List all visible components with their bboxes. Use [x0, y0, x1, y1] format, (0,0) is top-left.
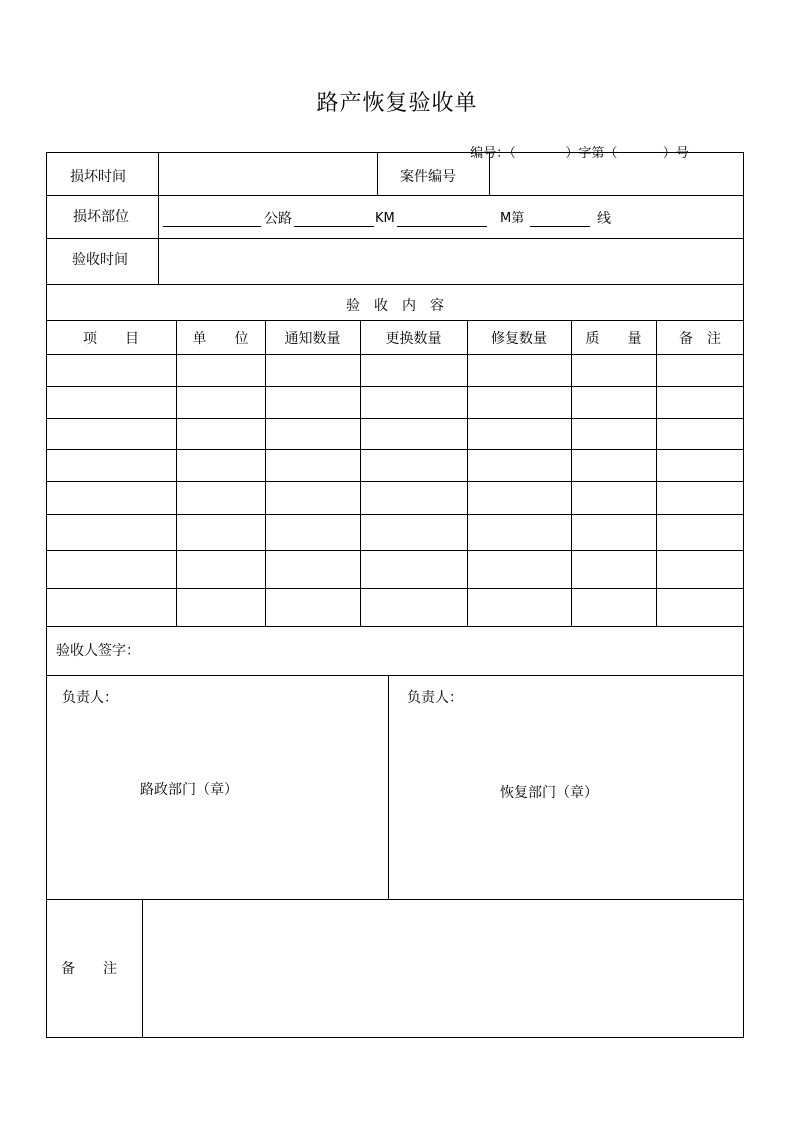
road-admin-responsible-label: 负责人：	[62, 690, 118, 706]
lane-label: 线	[597, 211, 611, 227]
form-number-label: 编号：（	[470, 146, 516, 161]
case-number-field[interactable]	[491, 154, 741, 193]
damage-location-label: 损坏部位	[73, 209, 129, 225]
road-admin-dept-stamp-label: 路政部门（章）	[140, 782, 238, 798]
form-number-end: ）号	[662, 146, 689, 161]
km-field[interactable]	[294, 226, 374, 227]
inspector-signature-field[interactable]	[150, 628, 740, 673]
damage-time-label: 损坏时间	[70, 169, 126, 185]
highway-label: 公路	[264, 211, 292, 227]
col-header-item: 项 目	[83, 331, 139, 347]
table-row[interactable]	[46, 418, 744, 449]
highway-name-field[interactable]	[163, 226, 261, 227]
col-header-replaced-qty: 更换数量	[385, 331, 442, 347]
form-number-mid: ）字第（	[565, 146, 618, 161]
remarks-label: 备 注	[61, 961, 117, 977]
table-row[interactable]	[46, 481, 744, 514]
table-row[interactable]	[46, 588, 744, 626]
case-number-label: 案件编号	[400, 169, 456, 185]
inspector-signature-label: 验收人签字：	[56, 643, 140, 659]
table-row[interactable]	[46, 449, 744, 481]
col-header-quality: 质 量	[585, 331, 642, 347]
km-label: KM	[375, 211, 395, 226]
table-row[interactable]	[46, 386, 744, 418]
col-header-unit: 单 位	[192, 331, 249, 347]
restoration-dept-stamp-label: 恢复部门（章）	[500, 785, 598, 801]
restoration-responsible-label: 负责人：	[407, 690, 463, 706]
damage-time-field[interactable]	[160, 154, 375, 193]
acceptance-time-field[interactable]	[160, 240, 741, 282]
col-header-remarks: 备 注	[679, 331, 721, 347]
col-header-notified-qty: 通知数量	[284, 331, 341, 347]
table-row[interactable]	[46, 354, 744, 386]
table-row[interactable]	[46, 514, 744, 550]
col-header-repaired-qty: 修复数量	[491, 331, 547, 347]
table-row[interactable]	[46, 550, 744, 588]
m-label: M第	[500, 211, 525, 226]
form-title: 路产恢复验收单	[316, 91, 478, 116]
remarks-field[interactable]	[145, 901, 741, 1035]
m-field[interactable]	[397, 226, 487, 227]
table-body	[46, 354, 744, 626]
lane-field[interactable]	[530, 226, 590, 227]
acceptance-time-label: 验收时间	[72, 252, 128, 268]
section-title: 验 收 内 容	[346, 298, 444, 314]
